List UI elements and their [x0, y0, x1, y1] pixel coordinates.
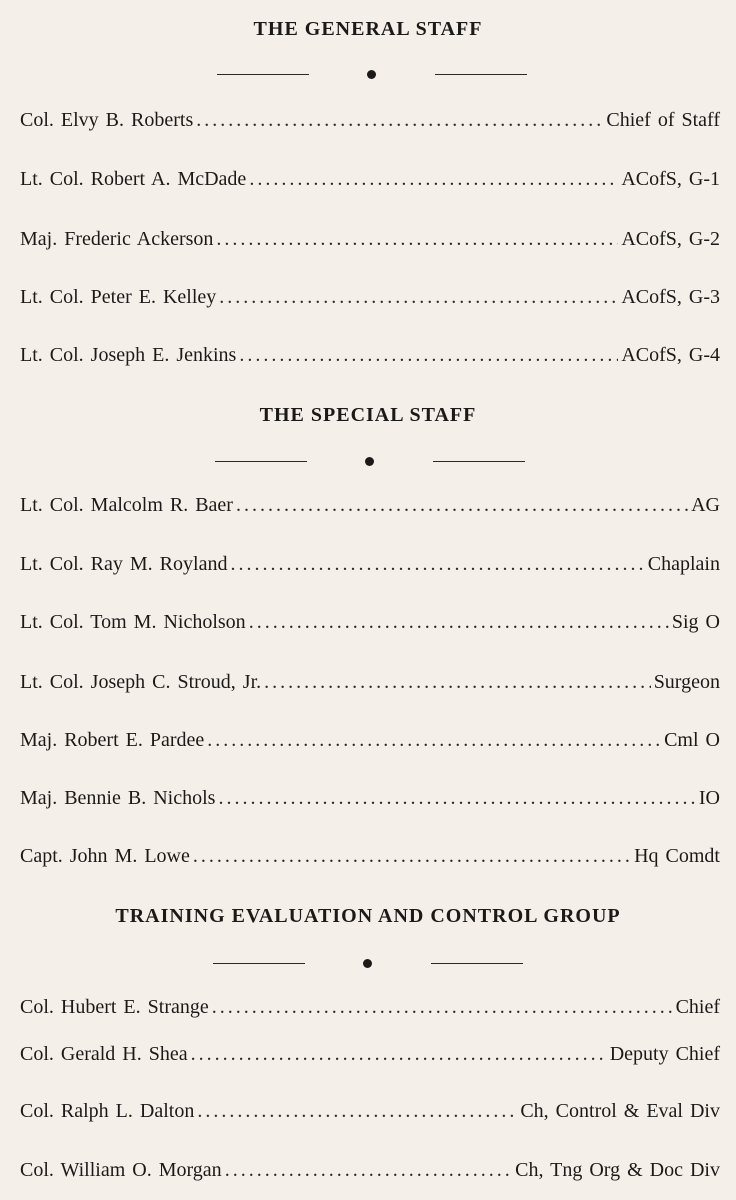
staff-name: Col. Elvy B. Roberts	[20, 109, 194, 131]
section-divider	[213, 957, 523, 971]
staff-role: Deputy Chief	[609, 1043, 720, 1065]
staff-name: Lt. Col. Ray M. Royland	[20, 553, 228, 575]
staff-entry	[20, 284, 720, 310]
staff-entry	[20, 1041, 720, 1067]
dot-leader	[239, 342, 618, 368]
staff-entry	[20, 166, 720, 192]
staff-role: Chief of Staff	[606, 109, 720, 131]
staff-name: Lt. Col. Robert A. McDade	[20, 168, 247, 190]
section-heading-training-evaluation: TRAINING EVALUATION AND CONTROL GROUP	[115, 905, 621, 927]
staff-role: ACofS, G-3	[621, 286, 720, 308]
divider-rule	[217, 74, 309, 75]
dot-leader	[212, 994, 673, 1020]
staff-entry	[20, 492, 720, 518]
dot-leader	[219, 284, 618, 310]
staff-role: Surgeon	[653, 671, 720, 693]
staff-entry	[20, 669, 720, 695]
staff-name: Lt. Col. Malcolm R. Baer	[20, 494, 233, 516]
staff-entry	[20, 551, 720, 577]
staff-name: Maj. Robert E. Pardee	[20, 729, 205, 751]
staff-name: Col. Ralph L. Dalton	[20, 1100, 195, 1122]
staff-role: Hq Comdt	[634, 845, 720, 867]
dot-leader	[196, 107, 603, 133]
dot-leader	[193, 843, 631, 869]
staff-entry	[20, 226, 720, 252]
bullet-icon	[365, 457, 374, 466]
staff-entry	[20, 727, 720, 753]
staff-role: Cml O	[664, 729, 720, 751]
staff-entry	[20, 1098, 720, 1124]
staff-name: Lt. Col. Joseph C. Stroud, Jr.	[20, 671, 262, 693]
dot-leader	[197, 1098, 517, 1124]
dot-leader	[249, 609, 669, 635]
divider-rule	[433, 461, 525, 462]
staff-entry	[20, 785, 720, 811]
staff-role: Ch, Tng Org & Doc Div	[515, 1159, 720, 1181]
staff-role: ACofS, G-1	[621, 168, 720, 190]
dot-leader	[249, 166, 618, 192]
staff-role: Chaplain	[647, 553, 720, 575]
dot-leader	[264, 669, 651, 695]
dot-leader	[218, 785, 695, 811]
staff-entry	[20, 342, 720, 368]
section-divider	[217, 68, 527, 82]
section-heading-general-staff: THE GENERAL STAFF	[253, 18, 483, 40]
section-heading-special-staff: THE SPECIAL STAFF	[259, 404, 477, 426]
staff-entry	[20, 609, 720, 635]
staff-name: Col. William O. Morgan	[20, 1159, 222, 1181]
dot-leader	[207, 727, 661, 753]
divider-rule	[213, 963, 305, 964]
staff-name: Capt. John M. Lowe	[20, 845, 190, 867]
staff-name: Col. Hubert E. Strange	[20, 996, 209, 1018]
dot-leader	[225, 1157, 512, 1183]
divider-rule	[431, 963, 523, 964]
staff-entry	[20, 1157, 720, 1183]
staff-role: ACofS, G-4	[621, 344, 720, 366]
bullet-icon	[363, 959, 372, 968]
dot-leader	[236, 492, 688, 518]
staff-role: Sig O	[671, 611, 720, 633]
staff-name: Lt. Col. Peter E. Kelley	[20, 286, 217, 308]
dot-leader	[191, 1041, 607, 1067]
dot-leader	[230, 551, 644, 577]
bullet-icon	[367, 70, 376, 79]
staff-name: Lt. Col. Tom M. Nicholson	[20, 611, 246, 633]
staff-name: Maj. Bennie B. Nichols	[20, 787, 216, 809]
staff-role: ACofS, G-2	[621, 228, 720, 250]
staff-entry	[20, 107, 720, 133]
staff-role: AG	[691, 494, 720, 516]
staff-name: Lt. Col. Joseph E. Jenkins	[20, 344, 237, 366]
section-divider	[215, 455, 525, 469]
staff-entry	[20, 843, 720, 869]
staff-name: Maj. Frederic Ackerson	[20, 228, 214, 250]
divider-rule	[435, 74, 527, 75]
staff-name: Col. Gerald H. Shea	[20, 1043, 188, 1065]
staff-role: IO	[698, 787, 720, 809]
staff-role: Ch, Control & Eval Div	[520, 1100, 720, 1122]
staff-entry	[20, 994, 720, 1020]
dot-leader	[216, 226, 618, 252]
staff-role: Chief	[675, 996, 720, 1018]
divider-rule	[215, 461, 307, 462]
